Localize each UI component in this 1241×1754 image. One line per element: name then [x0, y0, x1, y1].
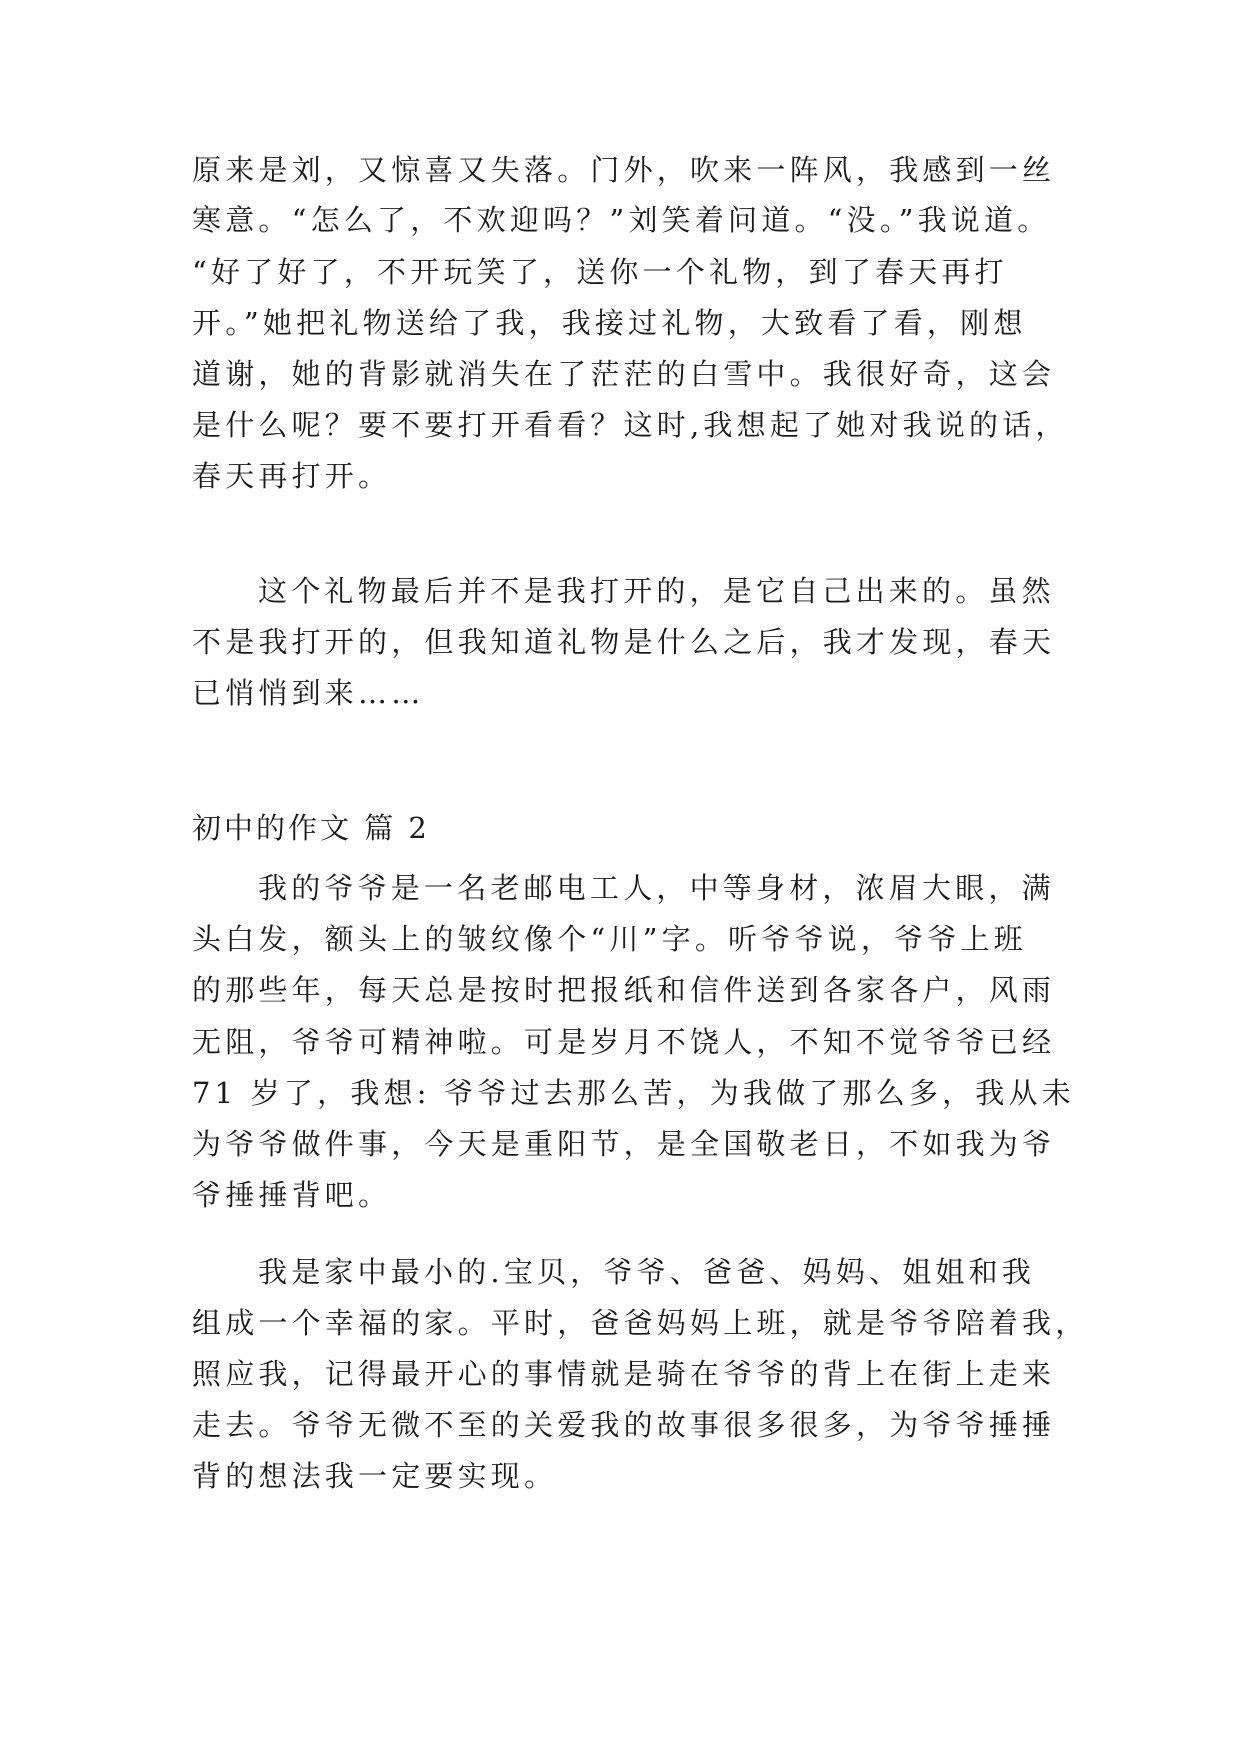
text-line: 我是家中最小的.宝贝，爷爷、爸爸、妈妈、姐姐和我 — [258, 1255, 1036, 1289]
text-line: 爷捶捶背吧。 — [192, 1178, 392, 1212]
text-line: 头白发，额头上的皱纹像个“川”字。听爷爷说，爷爷上班 — [192, 922, 1027, 956]
text-line: 寒意。“怎么了，不欢迎吗？”刘笑着问道。“没。”我说道。 — [192, 203, 1051, 237]
text-line: “好了好了，不开玩笑了，送你一个礼物，到了春天再打 — [192, 255, 1008, 289]
text-line: 的那些年，每天总是按时把报纸和信件送到各家各户，风雨 — [192, 973, 1056, 1007]
text-line: 组成一个幸福的家。平时，爸爸妈妈上班，就是爷爷陪着我， — [192, 1306, 1089, 1340]
text-line: 我的爷爷是一名老邮电工人，中等身材，浓眉大眼，满 — [258, 871, 1055, 905]
text-line: 已悄悄到来…… — [192, 676, 425, 710]
text-line: 走去。爷爷无微不至的关爱我的故事很多很多，为爷爷捶捶 — [192, 1408, 1056, 1442]
text-line: 原来是刘，又惊喜又失落。门外，吹来一阵风，我感到一丝 — [192, 153, 1056, 187]
text-line: 为爷爷做件事，今天是重阳节，是全国敬老日，不如我为爷 — [192, 1127, 1056, 1161]
text-line: 71 岁了，我想: 爷爷过去那么苦，为我做了那么多，我从未 — [192, 1076, 1075, 1110]
text-line: 是什么呢？要不要打开看看？这时,我想起了她对我说的话， — [192, 408, 1069, 442]
text-line: 照应我，记得最开心的事情就是骑在爷爷的背上在街上走来 — [192, 1357, 1056, 1391]
text-line: 无阻，爷爷可精神啦。可是岁月不饶人，不知不觉爷爷已经 — [192, 1025, 1056, 1059]
text-line: 这个礼物最后并不是我打开的，是它自己出来的。虽然 — [258, 574, 1055, 608]
text-line: 春天再打开。 — [192, 459, 392, 493]
section-heading: 初中的作文 篇 2 — [192, 811, 430, 845]
text-line: 背的想法我一定要实现。 — [192, 1459, 558, 1493]
text-line: 道谢，她的背影就消失在了茫茫的白雪中。我很好奇，这会 — [192, 357, 1056, 391]
text-line: 开。”她把礼物送给了我，我接过礼物，大致看了看，刚想 — [192, 306, 1027, 340]
text-line: 不是我打开的，但我知道礼物是什么之后，我才发现，春天 — [192, 625, 1056, 659]
